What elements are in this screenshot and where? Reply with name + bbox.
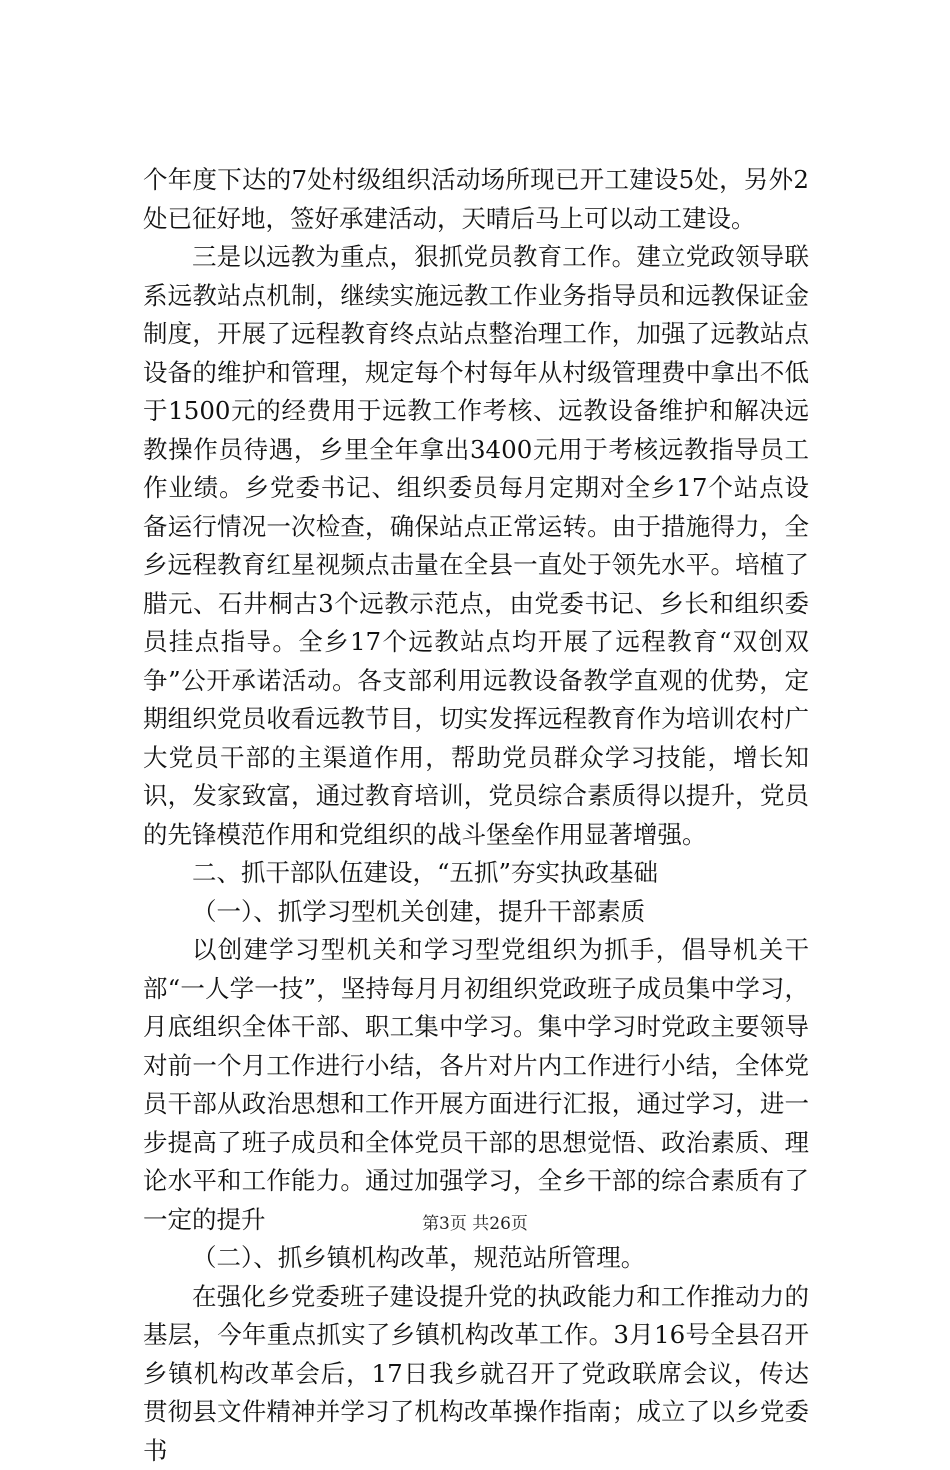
subsection-heading-institution-reform: （二）、抓乡镇机构改革，规范站所管理。 [143,1239,809,1278]
paragraph-institution-reform: 在强化乡党委班子建设提升党的执政能力和工作推动力的基层，今年重点抓实了乡镇机构改革工作。3月16号全县召开乡镇机构改革会后，17日我乡就召开了党政联席会议，传达贯彻县文件精神并学习了机构改革操作指南；成立了以乡党委书 [143,1278,809,1470]
paragraph-learning-organ: 以创建学习型机关和学习型党组织为抓手，倡导机关干部“一人学一技”，坚持每月月初组织党政班子成员集中学习，月底组织全体干部、职工集中学习。集中学习时党政主要领导对前一个月工作进行小结，各片对片内工作进行小结，全体党员干部从政治思想和工作开展方面进行汇报，通过学习，进一步提高了班子成员和全体党员干部的思想觉悟、政治素质、理论水平和工作能力。通过加强学习，全乡干部的综合素质有了一定的提升 [143,931,809,1239]
subsection-heading-learning-organ: （一）、抓学习型机关创建，提升干部素质 [143,893,809,932]
page-number-footer: 第3页 共26页 [0,1213,950,1235]
document-body [143,161,809,1470]
paragraph-remote-education: 三是以远教为重点，狠抓党员教育工作。建立党政领导联系远教站点机制，继续实施远教工作业务指导员和远教保证金制度，开展了远程教育终点站点整治理工作，加强了远教站点设备的维护和管理，规定每个村每年从村级管理费中拿出不低于1500元的经费用于远教工作考核、远教设备维护和解决远教操作员待遇，乡里全年拿出3400元用于考核远教指导员工作业绩。乡党委书记、组织委员每月定期对全乡17个站点设备运行情况一次检查，确保站点正常运转。由于措施得力，全乡远程教育红星视频点击量在全县一直处于领先水平。培植了腊元、石井桐古3个远教示范点，由党委书记、乡长和组织委员挂点指导。全乡17个远教站点均开展了远程教育“双创双争”公开承诺活动。各支部利用远教设备教学直观的优势，定期组织党员收看远教节目，切实发挥远程教育作为培训农村广大党员干部的主渠道作用，帮助党员群众学习技能，增长知识，发家致富，通过教育培训，党员综合素质得以提升，党员的先锋模范作用和党组织的战斗堡垒作用显著增强。 [143,238,809,854]
paragraph-continuation: 个年度下达的7处村级组织活动场所现已开工建设5处，另外2处已征好地，签好承建活动，天晴后马上可以动工建设。 [143,161,809,238]
section-heading-cadre-team: 二、抓干部队伍建设，“五抓”夯实执政基础 [143,854,809,893]
